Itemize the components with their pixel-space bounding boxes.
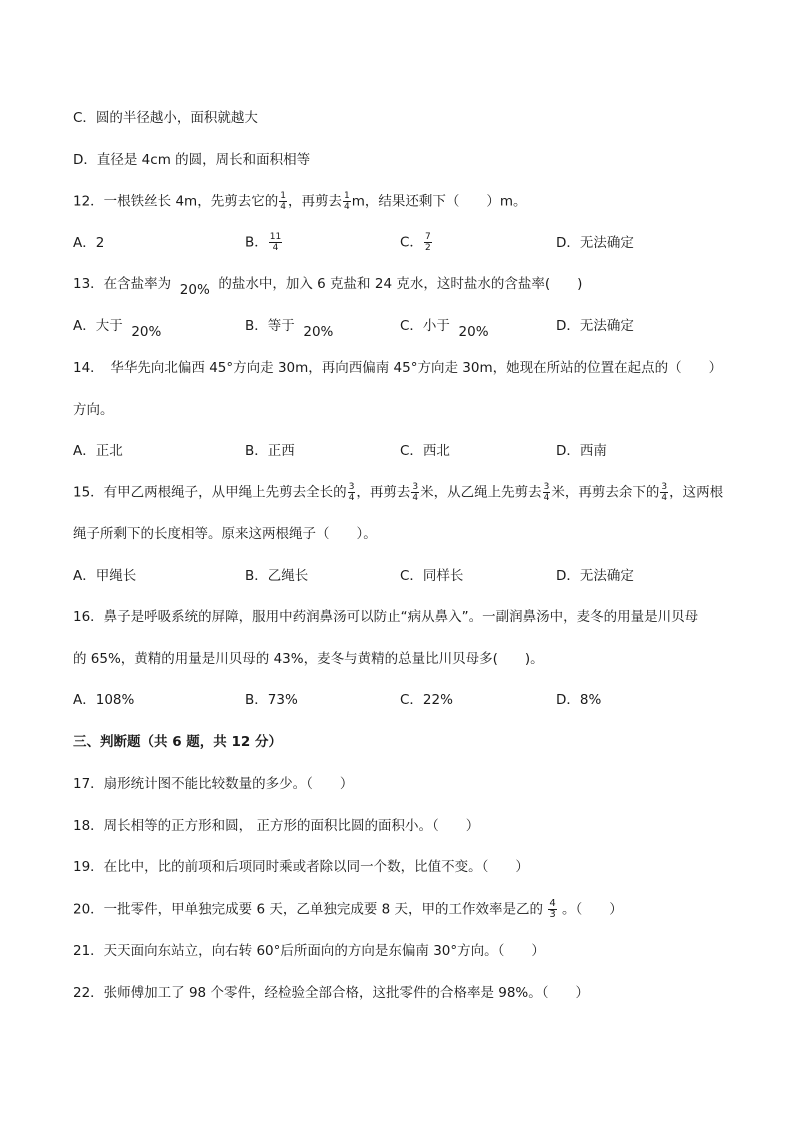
q12-option-d: D．无法确定 xyxy=(556,235,634,251)
q12-option-a: A．2 xyxy=(73,235,105,251)
question-13 xyxy=(73,275,583,298)
q15-option-d: D．无法确定 xyxy=(556,568,634,584)
fraction-numerator: 7 xyxy=(424,232,431,242)
q13-option-d: D．无法确定 xyxy=(556,318,634,334)
q20-text: 。（ ） xyxy=(562,901,623,918)
q12-option-c xyxy=(400,232,433,253)
q16-option-d: D．8% xyxy=(556,692,602,708)
question-15-line2: 绳子所剩下的长度相等。原来这两根绳子（ ）。 xyxy=(73,526,377,542)
fraction-denominator: 4 xyxy=(272,243,279,253)
option-c-radius: C．圆的半径越小，面积就越大 xyxy=(73,110,258,126)
fraction xyxy=(548,899,556,920)
fraction-numerator: 11 xyxy=(269,232,282,242)
question-22: 22．张师傅加工了 98 个零件，经检验全部合格，这批零件的合格率是 98%。（ ） xyxy=(73,985,589,1001)
option-label: B．等于 xyxy=(245,318,295,334)
q12-text: m，结果还剩下（ ）m。 xyxy=(351,193,527,210)
q12-text: 12．一根铁丝长 4m，先剪去它的 xyxy=(73,193,279,210)
question-14-line2: 方向。 xyxy=(73,402,114,418)
q15-text: 米，从乙绳上先剪去 xyxy=(420,484,542,501)
percent-value: 20% xyxy=(458,324,489,340)
fraction xyxy=(424,232,432,253)
q16-option-b: B．73% xyxy=(245,692,298,708)
q14-option-d: D．西南 xyxy=(556,443,607,459)
fraction-numerator: 1 xyxy=(280,191,286,201)
fraction-numerator: 3 xyxy=(661,482,668,492)
question-20 xyxy=(73,899,623,920)
option-label: C．小于 xyxy=(400,318,450,334)
fraction xyxy=(269,232,282,253)
q13-text: 13．在含盐率为 xyxy=(73,276,172,292)
option-d-diameter: D．直径是 4cm 的圆，周长和面积相等 xyxy=(73,152,311,168)
question-18: 18．周长相等的正方形和圆， 正方形的面积比圆的面积小。（ ） xyxy=(73,818,480,834)
option-label: A．大于 xyxy=(73,318,123,334)
question-16-line2: 的 65%，黄精的用量是川贝母的 43%，麦冬与黄精的总量比川贝母多( )。 xyxy=(73,651,544,667)
question-16-line1: 16．鼻子是呼吸系统的屏障，服用中药润鼻汤可以防止“病从鼻入”。一副润鼻汤中，麦冬的用量是川贝母 xyxy=(73,609,699,625)
fraction xyxy=(660,482,668,503)
fraction-numerator: 4 xyxy=(549,898,556,909)
q16-option-a: A．108% xyxy=(73,692,135,708)
question-12 xyxy=(73,191,527,212)
question-14-line1: 14． 华华先向北偏西 45°方向走 30m，再向西偏南 45°方向走 30m，她现在所站的位置在起点的（ ） xyxy=(73,360,723,376)
fraction xyxy=(543,482,551,503)
fraction-denominator: 4 xyxy=(280,202,286,212)
fraction-denominator: 4 xyxy=(348,493,355,503)
percent-value: 20% xyxy=(179,282,210,298)
percent-value: 20% xyxy=(303,324,334,340)
q15-option-a: A．甲绳长 xyxy=(73,568,137,584)
q14-option-c: C．西北 xyxy=(400,443,450,459)
q15-text: 15．有甲乙两根绳子，从甲绳上先剪去全长的 xyxy=(73,484,347,501)
q14-option-b: B．正西 xyxy=(245,443,295,459)
q13-option-c xyxy=(400,317,489,340)
fraction-numerator: 3 xyxy=(348,482,355,492)
fraction-numerator: 3 xyxy=(412,482,419,492)
fraction-denominator: 2 xyxy=(424,243,431,253)
q12-option-b xyxy=(245,232,283,253)
option-label: B． xyxy=(245,234,268,251)
fraction xyxy=(279,191,287,212)
question-19: 19．在比中，比的前项和后项同时乘或者除以同一个数，比值不变。（ ） xyxy=(73,859,529,875)
fraction-denominator: 4 xyxy=(543,493,550,503)
question-21: 21．天天面向东站立，向右转 60°后所面向的方向是东偏南 30°方向。（ ） xyxy=(73,943,545,959)
fraction-numerator: 3 xyxy=(543,482,550,492)
q15-option-c: C．同样长 xyxy=(400,568,464,584)
question-17: 17．扇形统计图不能比较数量的多少。（ ） xyxy=(73,776,354,792)
q15-text: ，这两根 xyxy=(669,484,724,501)
fraction xyxy=(411,482,419,503)
fraction-denominator: 3 xyxy=(549,909,556,920)
fraction-denominator: 4 xyxy=(343,202,350,212)
fraction xyxy=(343,191,351,212)
q13-text: 的盐水中，加入 6 克盐和 24 克水，这时盐水的含盐率( ) xyxy=(218,276,583,292)
percent-value: 20% xyxy=(131,324,162,340)
q15-option-b: B．乙绳长 xyxy=(245,568,309,584)
q12-text: ，再剪去 xyxy=(287,193,342,210)
q16-option-c: C．22% xyxy=(400,692,453,708)
q13-option-a xyxy=(73,317,162,340)
fraction xyxy=(348,482,356,503)
fraction-denominator: 4 xyxy=(661,493,668,503)
fraction-numerator: 1 xyxy=(343,191,350,201)
q13-option-b xyxy=(245,317,334,340)
q14-option-a: A．正北 xyxy=(73,443,123,459)
question-15-line1 xyxy=(73,482,723,503)
q15-text: 米，再剪去余下的 xyxy=(551,484,660,501)
fraction-denominator: 4 xyxy=(412,493,419,503)
q15-text: ，再剪去 xyxy=(356,484,411,501)
q20-text: 20．一批零件，甲单独完成要 6 天，乙单独完成要 8 天，甲的工作效率是乙的 xyxy=(73,901,544,918)
option-label: C． xyxy=(400,234,423,251)
section-heading: 三、判断题（共 6 题，共 12 分） xyxy=(73,734,282,750)
